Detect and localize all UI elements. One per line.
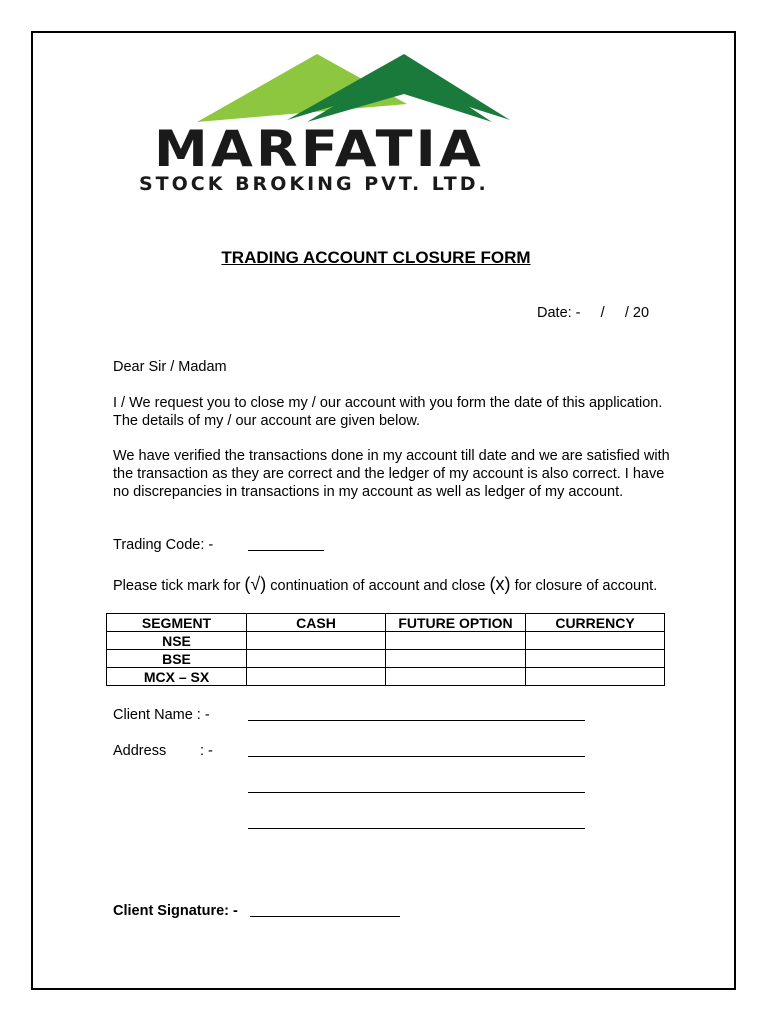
salutation: Dear Sir / Madam [113,359,227,375]
tick-instruction [113,575,673,595]
company-logo [132,52,582,202]
tick-symbol: (√) [244,574,267,594]
row-label-nse: NSE [107,632,247,650]
address-label: Address [113,743,167,759]
client-name-field[interactable] [248,720,585,721]
header-currency: CURRENCY [526,614,665,632]
trading-code-label: Trading Code: - [113,537,214,553]
tick-text-1: Please tick mark for [113,578,241,594]
cell-mcx-cash[interactable] [247,668,386,686]
logo-tagline: STOCK BROKING PVT. LTD. [139,173,489,195]
client-signature-label: Client Signature: - [113,903,238,919]
client-signature-field[interactable] [250,916,400,917]
verification-paragraph: We have verified the transactions done in my account till date and we are satisfied with the transaction as they are correct and the ledger of my account is also correct. I have no discrepancies in transactions in my account as well as ledger of my account. [113,448,670,500]
tick-text-2: continuation of account and close [270,578,486,594]
client-name-label: Client Name : - [113,707,210,723]
cell-bse-future-option[interactable] [386,650,526,668]
table-row [107,650,665,668]
cell-nse-cash[interactable] [247,632,386,650]
cell-nse-currency[interactable] [526,632,665,650]
tick-text-3: for closure of account. [514,578,658,594]
cell-mcx-future-option[interactable] [386,668,526,686]
header-cash: CASH [247,614,386,632]
segment-table [106,613,665,686]
date-field[interactable]: Date: - / / 20 [537,305,650,321]
header-segment: SEGMENT [107,614,247,632]
cell-mcx-currency[interactable] [526,668,665,686]
close-symbol: (x) [489,574,511,594]
request-paragraph: I / We request you to close my / our account with you form the date of this application. The details of my / our account are given below. [113,395,663,429]
address-field-line-1[interactable] [248,756,585,757]
row-label-mcx-sx: MCX – SX [107,668,247,686]
cell-nse-future-option[interactable] [386,632,526,650]
form-title: TRADING ACCOUNT CLOSURE FORM [221,248,531,267]
logo-brand: MARFATIA [154,120,485,178]
row-label-bse: BSE [107,650,247,668]
table-row [107,668,665,686]
address-field-line-2[interactable] [248,792,585,793]
cell-bse-cash[interactable] [247,650,386,668]
address-separator: : - [200,743,213,759]
address-field-line-3[interactable] [248,828,585,829]
table-header-row [107,614,665,632]
table-row [107,632,665,650]
cell-bse-currency[interactable] [526,650,665,668]
header-future-option: FUTURE OPTION [386,614,526,632]
trading-code-field[interactable] [248,550,324,551]
